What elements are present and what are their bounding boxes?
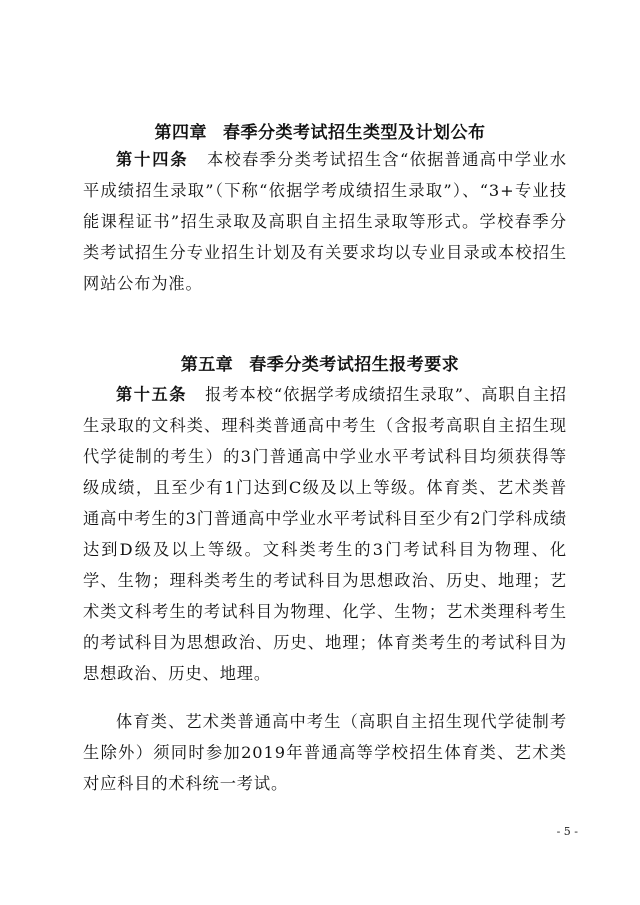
chapter-5-heading (0, 350, 640, 375)
page-number: - 5 - (556, 825, 578, 838)
article-15-paragraph-2: 体育类、艺术类普通高中考生（高职自主招生现代学徒制考生除外）须同时参加2019年普通高等学校招生体育类、艺术类对应科目的术科统一考试。 (83, 712, 567, 793)
article-15-paragraph (83, 379, 567, 689)
article-14-paragraph (83, 144, 567, 299)
chapter-4-title: 春季分类考试招生类型及计划公布 (223, 123, 486, 143)
article-14-text: 本校春季分类考试招生含“依据普通高中学业水平成绩招生录取”（下称“依据学考成绩招生录取”）、“3+专业技能课程证书”招生录取及高职自主招生录取等形式。学校春季分类考试招生分专业招生计划及有关要求均以专业目录或本校招生网站公布为准。 (83, 150, 567, 293)
chapter-4-heading (0, 118, 640, 143)
article-15-text: 报考本校“依据学考成绩招生录取”、高职自主招生录取的文科类、理科类普通高中考生（含报考高职自主招生现代学徒制的考生）的3门普通高中学业水平考试科目均须获得等级成绩，且至少有1门达到C级及以上等级。体育类、艺术类普通高中考生的3门普通高中学业水平考试科目至少有2门学科成绩达到D级及以上等级。文科类考生的3门考试科目为物理、化学、生物；理科类考生的考试科目为思想政治、历史、地理；艺术类文科考生的考试科目为物理、化学、生物；艺术类理科考生的考试科目为思想政治、历史、地理；体育类考生的考试科目为思想政治、历史、地理。 (83, 385, 568, 683)
chapter-5-title: 春季分类考试招生报考要求 (249, 355, 460, 375)
article-15-label: 第十五条 (116, 385, 188, 404)
article-14-label: 第十四条 (116, 150, 189, 169)
chapter-4-number: 第四章 (154, 123, 207, 143)
chapter-5-number: 第五章 (180, 355, 234, 375)
